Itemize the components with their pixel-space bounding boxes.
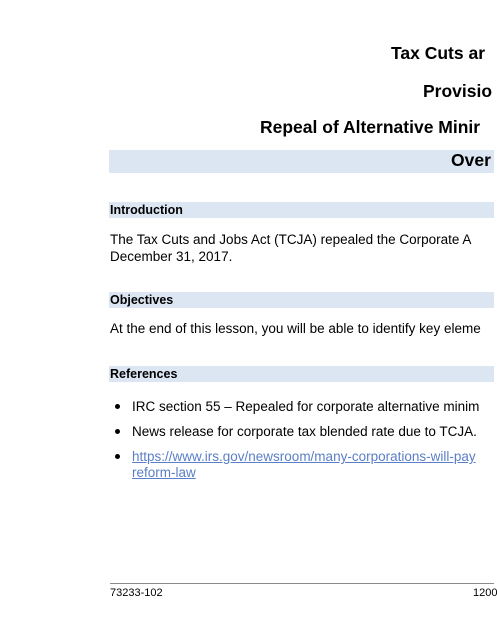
title-line-1: Tax Cuts ar	[391, 43, 486, 63]
footer-divider	[110, 583, 494, 584]
footer-course-number: 73233-102	[110, 587, 163, 599]
reference-item: IRC section 55 – Repealed for corporate alternative minim	[132, 399, 480, 414]
bullet-icon	[115, 404, 120, 409]
references-heading: References	[110, 367, 178, 381]
introduction-text-line-2: December 31, 2017.	[110, 249, 233, 264]
reference-link-continuation[interactable]: reform-law	[132, 465, 196, 480]
title-line-2: Provisio	[423, 81, 493, 101]
reference-link-line-2	[132, 464, 196, 482]
reference-link[interactable]: https://www.irs.gov/newsroom/many-corporations-will-pay	[132, 449, 476, 464]
bullet-icon	[115, 429, 120, 434]
introduction-text-line-1: The Tax Cuts and Jobs Act (TCJA) repealed the Corporate A	[110, 232, 472, 247]
overview-heading: Over	[451, 150, 491, 170]
bullet-icon	[115, 454, 120, 459]
title-line-3: Repeal of Alternative Minir	[260, 117, 481, 137]
overview-band	[109, 150, 494, 173]
objectives-heading: Objectives	[110, 293, 174, 307]
reference-item: News release for corporate tax blended rate due to TCJA.	[132, 424, 477, 439]
footer-page-number: 1200	[473, 587, 497, 599]
objectives-text: At the end of this lesson, you will be able to identify key eleme	[110, 321, 481, 336]
introduction-heading: Introduction	[110, 203, 183, 217]
